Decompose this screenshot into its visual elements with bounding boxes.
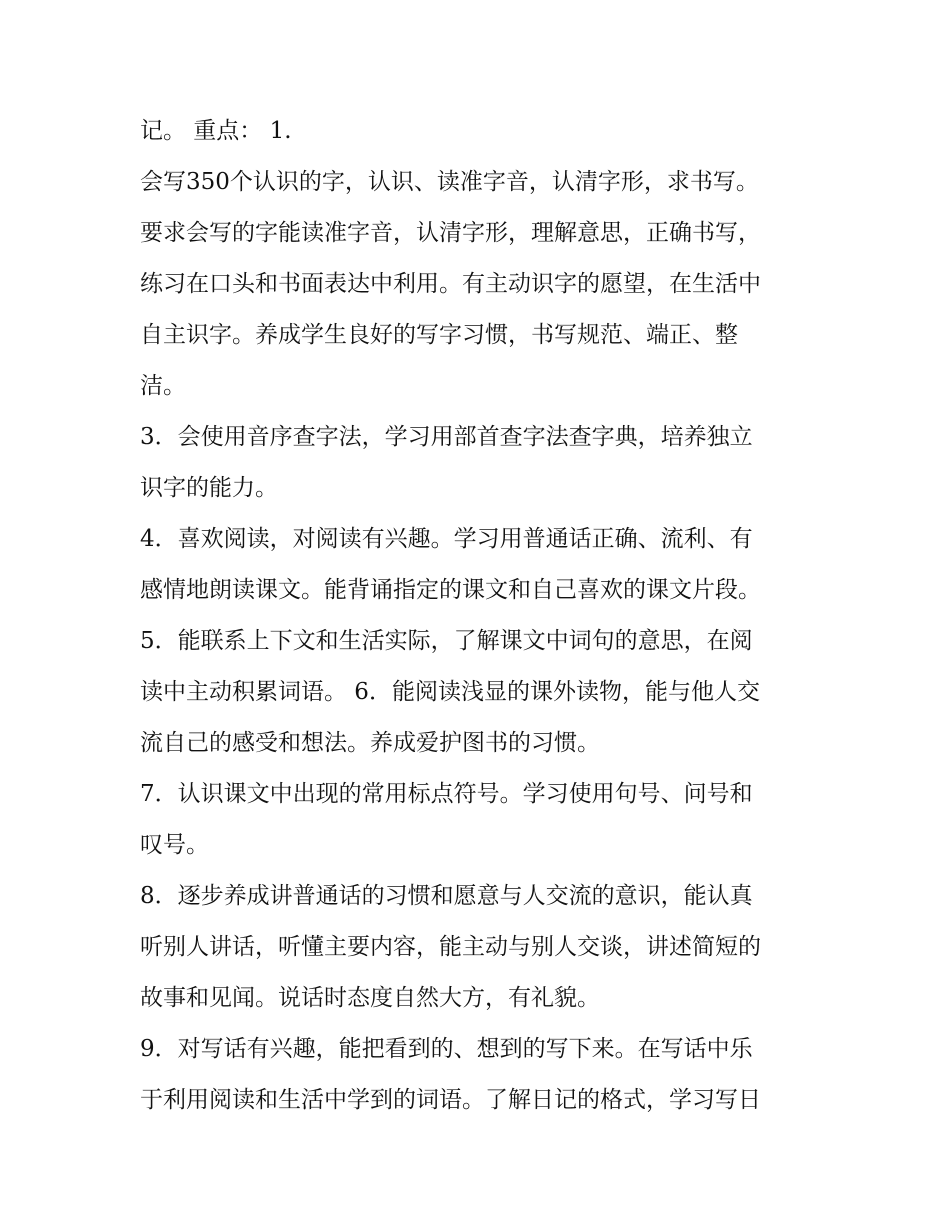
text-line: 自主识字。养成学生良好的写字习惯，书写规范、端正、整 [140,322,738,348]
text-line: 要求会写的字能读准字音，认清字形，理解意思，正确书写， [140,220,761,246]
text-line: 读中主动积累词语。 6．能阅读浅显的课外读物，能与他人交 [140,679,760,705]
text-line: 叹号。 [140,832,209,858]
text-line: 听别人讲话，听懂主要内容，能主动与别人交谈，讲述简短的 [140,934,761,960]
text-line: 8．逐步养成讲普通话的习惯和愿意与人交流的意识，能认真 [140,883,753,909]
text-line: 洁。 [140,373,186,399]
text-line: 识字的能力。 [140,475,278,501]
text-line: 7．认识课文中出现的常用标点符号。学习使用句号、问号和 [140,781,753,807]
text-line: 4．喜欢阅读，对阅读有兴趣。学习用普通话正确、流利、有 [140,526,753,552]
text-line: 故事和见闻。说话时态度自然大方，有礼貌。 [140,985,600,1011]
text-line: 5．能联系上下文和生活实际，了解课文中词句的意思，在阅 [140,628,753,654]
document-body [140,106,830,1126]
text-line: 3．会使用音序查字法，学习用部首查字法查字典，培养独立 [140,424,753,450]
text-line: 9．对写话有兴趣，能把看到的、想到的写下来。在写话中乐 [140,1036,753,1062]
text-line: 记。 重点： 1. [140,118,292,144]
text-line: 练习在口头和书面表达中利用。有主动识字的愿望，在生活中 [140,271,761,297]
text-line: 会写350个认识的字，认识、读准字音，认清字形，求书写。 [140,169,759,195]
text-line: 流自己的感受和想法。养成爱护图书的习惯。 [140,730,600,756]
text-line: 感情地朗读课文。能背诵指定的课文和自己喜欢的课文片段。 [140,577,761,603]
text-line: 于利用阅读和生活中学到的词语。了解日记的格式，学习写日 [140,1087,761,1113]
